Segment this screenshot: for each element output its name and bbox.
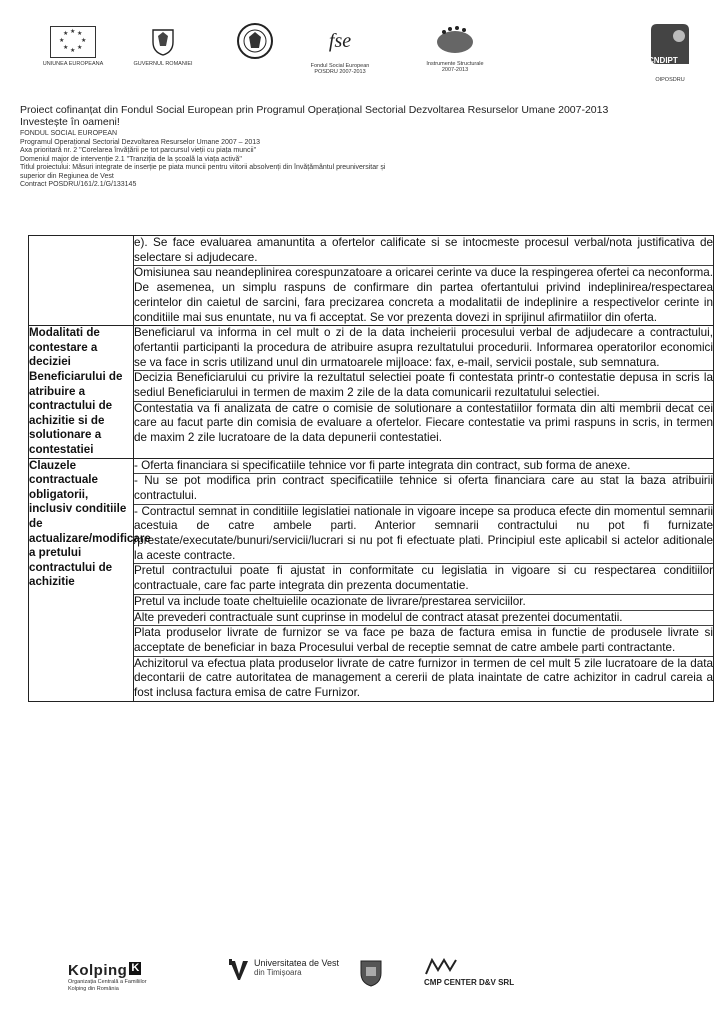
project-header	[20, 104, 710, 190]
is-label-1: Instrumente Structurale	[426, 61, 484, 67]
kolping-word: Kolping	[68, 962, 128, 979]
cndipt-text: CNDIPT	[648, 56, 678, 65]
kolping-logo	[68, 962, 198, 992]
eu-label: UNIUNEA EUROPEANA	[42, 61, 104, 67]
paragraph: Contestatia va fi analizata de catre o comisie de solutionare a contestatiilor formata din alti membrii decat cei care au facut parte din comisia de evaluare a ofertelor. Fiecare contestatie va primi raspuns in scris, in termen de maxim 2 zile lucratoare de la data depunerii contestatiei.	[134, 401, 713, 445]
ministry-logo	[230, 22, 280, 62]
paragraph: Pretul va include toate cheltuielile ocazionate de livrare/prestarea serviciilor.	[134, 595, 713, 611]
paragraph: Pretul contractului poate fi ajustat in conformitate cu legislatia in vigoare si cu respectarea conditiilor contractuale, care fac parte integrata din prezenta documentatie.	[134, 564, 713, 594]
paragraph: - Contractul semnat in conditiile legislatiei nationale in vigoare incepe sa produca efecte din momentul semnarii acestuia de catre ambele parti. Anterior semnarii contractului nu pot fi furnizate /prestate/executate/bunuri/servicii/lucrari si nu pot fi efectuate plati. Principiul este aplicabil si actelor aditionale la aceste contracte.	[134, 505, 713, 565]
fund-line: Axa prioritară nr. 2 "Corelarea învățării pe tot parcursul vieții cu piața muncii"	[20, 147, 257, 154]
coat-of-arms-icon	[150, 26, 176, 56]
kolping-sub-2: Kolping din România	[68, 985, 119, 992]
uvt-logo	[228, 958, 348, 982]
fund-line: Contract POSDRU/161/2.1/G/133145	[20, 181, 137, 188]
structural-instruments-icon	[430, 24, 480, 56]
procurement-table	[28, 235, 714, 702]
gov-label: GUVERNUL ROMANIEI	[133, 61, 193, 67]
county-crest-icon	[358, 958, 384, 988]
row-label: Clauzele contractuale obligatorii, inclusiv conditiile de actualizare/modificare a pretului contractului de achizitie	[29, 458, 134, 701]
row-content	[134, 236, 714, 326]
oiposdru-label: OIPOSDRU	[655, 77, 685, 83]
ministry-seal-icon	[236, 22, 274, 60]
cndipt-logo	[640, 20, 700, 83]
eu-flag-icon: ★ ★ ★ ★ ★ ★ ★ ★	[50, 26, 96, 58]
header-logos	[0, 0, 724, 90]
row-content	[134, 458, 714, 701]
paragraph: Decizia Beneficiarului cu privire la rezultatul selectiei poate fi contestata printr-o contestatie depusa in scris la sediul Beneficiarului in termen de maxim 2 zile de la data comunicarii rezultatului selectiei.	[134, 371, 713, 401]
project-line-1: Proiect cofinanțat din Fondul Social European prin Programul Operațional Sectorial Dezvoltarea Resurselor Umane 2007-2013	[20, 104, 609, 116]
fund-line: FONDUL SOCIAL EUROPEAN	[20, 130, 118, 137]
paragraph: - Nu se pot modifica prin contract specificatiile tehnice si oferta financiara care au stat la baza atribuirii contractului.	[134, 474, 713, 504]
table-row	[29, 236, 714, 326]
paragraph: e). Se face evaluarea amanuntita a ofertelor calificate si se intocmeste procesul verbal/nota justificativa de selectare si adjudecare.	[134, 236, 713, 266]
uvt-name-2: din Timișoara	[254, 968, 302, 977]
row-label: Modalitati de contestare a deciziei Beneficiarului de atribuire a contractului de achizitie si de solutionare a contestatiei	[29, 326, 134, 458]
fse-label-1: Fondul Social European	[310, 63, 370, 69]
paragraph: Alte prevederi contractuale sunt cuprinse in modelul de contract atasat prezentei documentatii.	[134, 611, 713, 627]
footer-logos	[0, 958, 724, 1018]
kolping-sub-1: Organizația Centrală a Familiilor	[68, 979, 147, 985]
crest-logo	[358, 958, 388, 990]
fse-logo	[300, 30, 380, 75]
row-label	[29, 236, 134, 326]
paragraph: Achizitorul va efectua plata produselor livrate de catre furnizor in termen de cel mult 5 zile lucratoare de la data decontarii de catre autoritatea de management a cererii de plata inaintate de catre achizitor in cadrul careia a fost inclusa factura emisa de catre Furnizor.	[134, 656, 713, 700]
fund-line: Titlul proiectului: Măsuri integrate de inserție pe piata muncii pentru viitorii absolvenți din învățământul preuniversitar și	[20, 164, 386, 171]
row-content	[134, 326, 714, 458]
paragraph: Omisiunea sau neandeplinirea corespunzatoare a oricarei cerinte va duce la respingerea ofertei ca neconforma. De asemenea, un simplu raspuns de confirmare din partea ofertantului privind indeplinirea/respectarea cerintelor din caietul de sarcini, fara precizarea concreta a modalitatii de indeplinire a respectivelor cerinte in conditiile mai sus enuntate, nu va fi acceptat. Se vor prezenta dovezi in sprijinul afirmatiilor din oferta.	[134, 266, 713, 324]
fund-line: superior din Regiunea de Vest	[20, 172, 114, 180]
table-row	[29, 458, 714, 701]
eu-logo	[38, 26, 108, 67]
fund-line: Domeniul major de intervenție 2.1 "Tranziția de la școală la viața activă"	[20, 155, 242, 163]
uvt-icon	[228, 958, 250, 982]
paragraph: Beneficiarul va informa in cel mult o zi de la data incheierii procesului verbal de adjudecare a contractului, ofertantii participanti la procedura de atribuire asupra rezultatului procedurii. Informarea operatorilor economici se va face in scris utilizand unul din urmatoarele mijloace: fax, e-mail, servicii postale, sub semnatura.	[134, 326, 713, 371]
cmp-logo	[424, 958, 544, 987]
fse-label-2: POSDRU 2007-2013	[314, 69, 366, 76]
uvt-name-1: Universitatea de Vest	[254, 958, 340, 968]
cmp-emblem-icon	[424, 958, 458, 976]
fund-line: Programul Operațional Sectorial Dezvoltarea Resurselor Umane 2007 – 2013	[20, 138, 261, 146]
is-label-2: 2007-2013	[441, 67, 469, 74]
table-row	[29, 326, 714, 458]
gov-logo	[128, 26, 198, 67]
paragraph: - Oferta financiara si specificatiile tehnice vor fi parte integrata din contract, sub forma de anexe.	[134, 459, 713, 475]
cmp-name: CMP CENTER D&V SRL	[424, 978, 515, 987]
project-line-2: Investește în oameni!	[20, 116, 120, 128]
structural-instruments-logo	[415, 24, 495, 73]
paragraph: Plata produselor livrate de furnizor se va face pe baza de factura emisa in functie de produsele livrate si acceptate de beneficiar in baza Procesului verbal de receptie semnat de catre ambele parti contractante.	[134, 626, 713, 656]
kolping-k-icon: K	[129, 962, 141, 975]
fse-mark: fse	[328, 30, 352, 52]
